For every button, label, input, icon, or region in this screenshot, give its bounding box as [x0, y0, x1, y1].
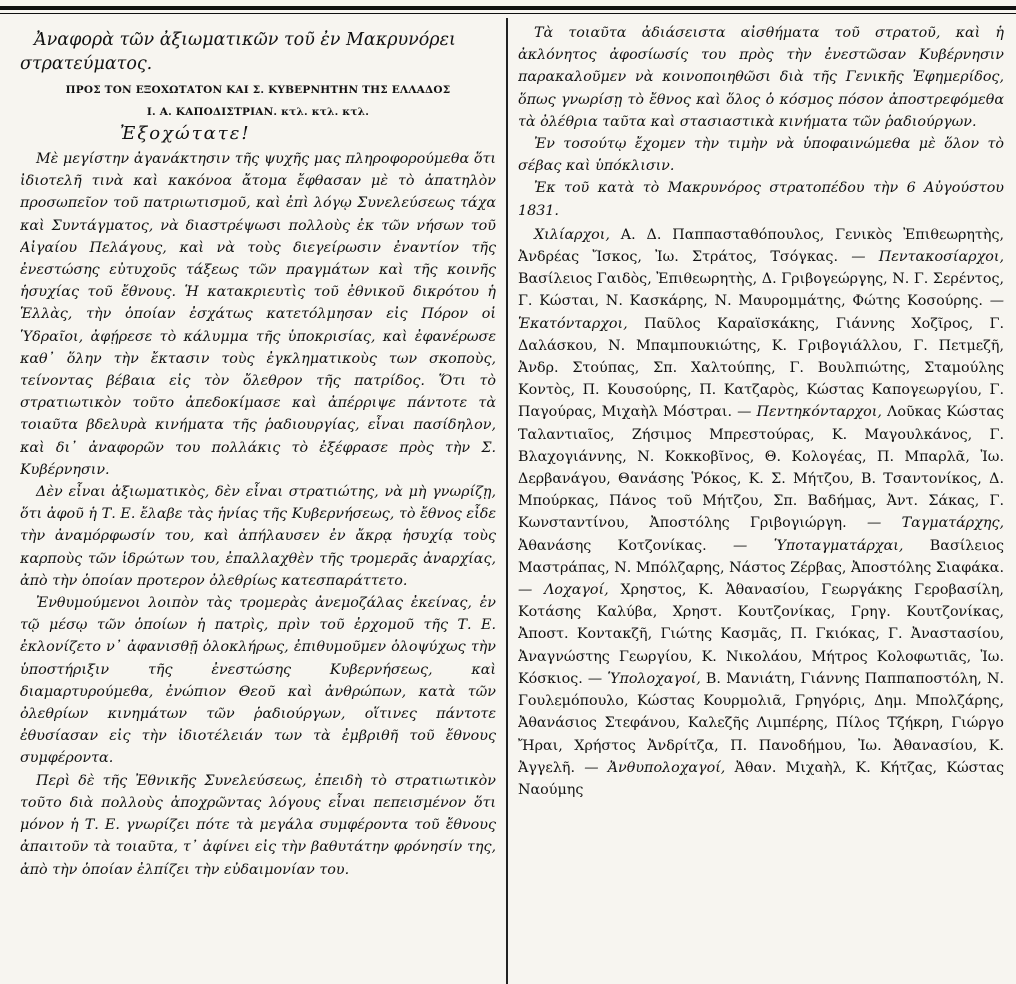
addressee-line-1: ΠΡΟΣ ΤΟΝ ΕΞΟΧΩΤΑΤΟΝ ΚΑΙ Σ. ΚΥΒΕΡΝΗΤΗΝ ΤΗΣ ΕΛΛΑΔΟΣ — [65, 84, 451, 96]
rank-label: — Ὑποταγματάρχαι, — [733, 537, 930, 554]
rank-label: — Λοχαγοί, — [518, 582, 621, 599]
rank-label: — Πεντακοσίαρχοι, — [851, 249, 1004, 266]
rank-label: — Ὑπολοχαγοί, — [587, 670, 706, 687]
top-rule-thin — [0, 13, 1016, 14]
signer-names: Β. Μανιάτη, Γιάννης Παππαποστόλη, Ν. Γουλεμόπουλο, Κώστας Κουρμολιᾶ, Γρηγόρις, Δημ. Μπολζάρης, Ἀθανάσιος Στεφάνου, Καλεζῆς Λιμπέρης, Πίλος Τζήκρη, Γιώργο Ἤραι, Χρήστος Ἀνδρίτζα, Π. Πανοδήμου, Ἰω. Ἀθανασίου, Κ. Ἀγγελῆ. — [518, 670, 1004, 776]
signatories-list — [518, 224, 1004, 801]
rank-label: — Πεντηκόνταρχοι, — [737, 404, 888, 421]
signer-names: Παῦλος Καραϊσκάκης, Γιάννης Χοζῖρος, Γ. Δαλάσκου, Ν. Μπαμπουκιώτης, Κ. Γριβογιάλλου, Γ. Πετμεζῆ, Ἀνδρ. Στούπας, Σπ. Χαλτούπης, Γ. Βουλπιώτης, Σταμούλης Κοντὸς, Π. Κουσούρης, Π. Κατζαρὸς, Κώστας Καπογεωργίου, Γ. Παγούρας, Μιχαὴλ Μόστραι. — [518, 315, 1004, 421]
paragraph: Ἐνθυμούμενοι λοιπὸν τὰς τρομερὰς ἀνεμοζάλας ἐκείνας, ἐν τῷ μέσῳ τῶν ὁποίων ἡ πατρὶς, πρὶν τοῦ ἐρχομοῦ τῆς Τ. Ε. ἐκλονίζετο ν᾽ ἀφανισθῇ ὁλοκλήρως, ἐπιθυμοῦμεν ὁλοψύχως τὴν ὑποστήριξιν τῆς ἐνεστώσης Κυβερνήσεως, καὶ διαμαρτυρούμεθα, ἐνώπιον Θεοῦ καὶ ἀνθρώπων, κατὰ τῶν ὀλεθρίων κινημάτων τῶν ῥαδιούργων, οἵτινες πάντοτε ἐθυσίασαν εἰς τὴν ἰδιοτέλειάν των τὰ ἐμβριθῆ τοῦ ἔθνους συμφέροντα. — [20, 595, 496, 767]
signer-names: Ἀθανάσης Κοτζονίκας. — [518, 537, 734, 554]
signer-names: Βασίλειος Γαιδὸς, Ἐπιθεωρητὴς, Δ. Γριβογεώργης, Ν. Γ. Σερέντος, Γ. Κώσται, Ν. Κασκάρης, Ν. Μαυρομμάτης, Φώτης Κοσούρης. — [518, 271, 1004, 310]
left-column — [20, 22, 496, 980]
rank-label: — Ἑκατόνταρχοι, — [518, 293, 1004, 332]
report-title: Ἀναφορὰ τῶν ἀξιωματικῶν τοῦ ἐν Μακρυνόρει στρατεύματος. — [20, 30, 456, 74]
right-column — [518, 22, 1004, 980]
paragraph: Μὲ μεγίστην ἀγανάκτησιν τῆς ψυχῆς μας πληροφορούμεθα ὅτι ἰδιοτελῆ τινὰ καὶ κακόνοα ἄτομα ἔφθασαν μὲ τὸ ἀπατηλὸν προσωπεῖον τοῦ πατριωτισμοῦ, καὶ ἐπὶ λόγῳ Συνελεύσεως τάχα καὶ Συντάγματος, νὰ διαστρέψωσι πολλοὺς ἐκ τῶν νήσων τοῦ Αἰγαίου Πελάγους, καὶ νὰ τοὺς διεγείρωσιν ἐναντίον τῆς ἐνεστώσης εὐτυχοῦς τάξεως τῶν πραγμάτων καὶ τῆς κοινῆς ἡσυχίας τοῦ ἔθνους. Ἡ κατακριευτὶς τοῦ ἐθνικοῦ δικρότου ἡ Ἑλλὰς, τὴν ὁποίαν ἐσχάτως κατετόλμησαν εἰς Πόρον οἱ Ὑδραῖοι, ἀφῄρεσε τὸ κάλυμμα τῆς ὑποκρισίας, καὶ ἐφανέρωσε καθ᾽ ὅλην τὴν ἔκτασιν τοὺς ἐγκληματικοὺς των σκοποὺς, τείνοντας βέβαια εἰς τὸν ὄλεθρον τῆς πατρίδος. Ὅτι τὸ στρατιωτικὸν τοῦτο ἀπεδοκίμασε καὶ ἀπέρριψε πάντοτε τὰ τοιαῦτα βδελυρὰ κινήματα τῆς ῥαδιουργίας, εἶναι πασίδηλον, καὶ δι᾽ ἀναφορῶν του πολλάκις τὸ ἐξέφρασε πρὸς τὴν Σ. Κυβέρνησιν. — [20, 151, 496, 478]
rank-label: — Ταγματάρχης, — [866, 515, 1004, 532]
signer-names: Βασίλειος Μαστράπας, Ν. Μπόλζαρης, Νάστος Ζέρβας, Ἀποστόλης Σιαφάκα. — [518, 537, 1004, 576]
rank-label: — Ἀνθυπολοχαγοί, — [584, 759, 735, 776]
addressee-line-2: Ι. Α. ΚΑΠΟΔΙΣΤΡΙΑΝ. κτλ. κτλ. κτλ. — [146, 106, 370, 118]
paragraph: Δὲν εἶναι ἀξιωματικὸς, δὲν εἶναι στρατιώτης, νὰ μὴ γνωρίζῃ, ὅτι ἀφοῦ ἡ Τ. Ε. ἔλαβε τὰς ἡνίας τῆς Κυβερνήσεως, τὸ ἔθνος εἶδε τὴν ἀναμόρφωσίν του, καὶ ἀπήλαυσεν ἐν ἄκρᾳ ἡσυχίᾳ τοὺς καρποὺς τῶν ἱδρώτων του, ἐπαλλαχθὲν τῆς τρομερᾶς ἀναρχίας, ἀπὸ τὴν ὁποίαν προτερον ὀλεθρίως κατεσπαράττετο. — [20, 484, 496, 589]
rank-label: Χιλίαρχοι, — [534, 226, 621, 243]
column-divider — [506, 18, 508, 984]
top-rule — [0, 6, 1016, 10]
paragraph: Περὶ δὲ τῆς Ἐθνικῆς Συνελεύσεως, ἐπειδὴ τὸ στρατιωτικὸν τοῦτο διὰ πολλοὺς ἀποχρῶντας λόγους εἶναι πεπεισμένον ὅτι μόνον ἡ Τ. Ε. γνωρίζει πότε τὰ μεγάλα συμφέροντα τοῦ ἔθνους ἀπαιτοῦν τὰ τοιαῦτα, τ᾽ ἀφίνει εἰς τὴν βαθυτάτην φρόνησίν της, ἀπὸ τὴν ὁποίαν ἐλπίζει τὴν εὐδαιμονίαν του. — [20, 772, 496, 878]
signer-names: Ἀθαν. Μιχαὴλ, Κ. Κήτζας, Κώστας Ναούμης — [518, 759, 1004, 798]
signer-names: Λοῦκας Κώστας Ταλαντιαῖος, Ζήσιμος Μπρεστούρας, Κ. Μαγουλκάνος, Γ. Βλαχογιάννης, Ν. Κοκκοβῖνος, Θ. Κολογέας, Π. Μπαρλᾶ, Ἰω. Δερβανάγου, Θανάσης Ῥόκος, Κ. Σ. Μήτζου, Β. Τσαντονίκος, Δ. Μπούρκας, Πάνος τοῦ Μήτζου, Σπ. Βαδήμας, Ἀντ. Σάκας, Γ. Κωνσταντίνου, Ἀποστόλης Γριβογιώργη. — [518, 404, 1004, 532]
paragraph: Ἐν τοσούτῳ ἔχομεν τὴν τιμὴν νὰ ὑποφαινώμεθα μὲ ὅλον τὸ σέβας καὶ ὑπόκλισιν. — [518, 136, 1004, 175]
signer-names: Χρηστος, Κ. Ἀθανασίου, Γεωργάκης Γεροβασίλη, Κοτάσης Καλύβα, Χρηστ. Κουτζονίκας, Γρηγ. Κουτζονίκας, Ἀποστ. Κοντακζῆ, Γιώτης Κασμᾶς, Π. Γκιόκας, Γ. Ἀναστασίου, Ἀναγνώστης Γεωργίου, Κ. Νικολάου, Μήτρος Κολοφωτιᾶς, Ἰω. Κόσκιος. — [518, 582, 1004, 687]
signer-names: Α. Δ. Παππασταθόπουλος, Γενικὸς Ἐπιθεωρητὴς, Ἀνδρέας Ἴσκος, Ἰω. Στράτος, Τσόγκας. — [518, 226, 1004, 266]
salutation: Ἐξοχώτατε! — [120, 123, 251, 144]
dateline: Ἐκ τοῦ κατὰ τὸ Μακρυνόρος στρατοπέδου τὴν 6 Αὐγούστου 1831. — [518, 180, 1004, 219]
paragraph: Τὰ τοιαῦτα ἀδιάσειστα αἰσθήματα τοῦ στρατοῦ, καὶ ἡ ἀκλόνητος ἀφοσίωσίς του πρὸς τὴν ἐνεστῶσαν Κυβέρνησιν παρακαλοῦμεν νὰ κοινοποιηθῶσι διὰ τῆς Γενικῆς Ἐφημερίδος, ὅπως γνωρίσῃ τὸ ἔθνος καὶ ὅλος ὁ κόσμος πόσον ἀποστρεφόμεθα τὰ ὀλέθρια ταῦτα καὶ στασιαστικὰ κινήματα τῶν ῥαδιούργων. — [518, 25, 1004, 130]
